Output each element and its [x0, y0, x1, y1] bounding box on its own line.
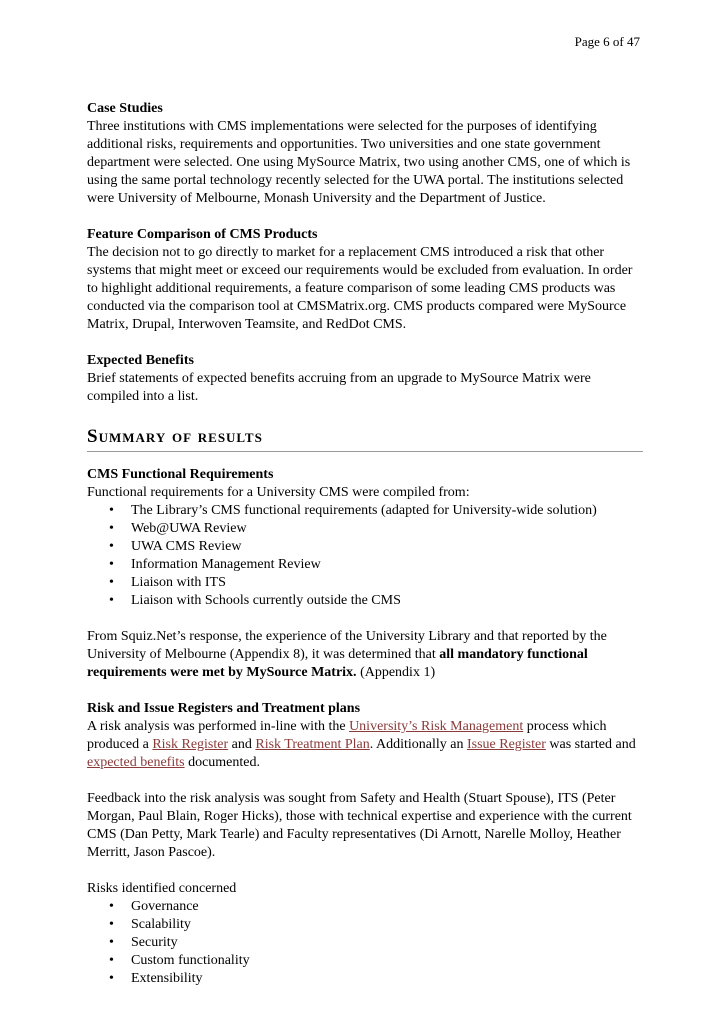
expected-benefits-section: [87, 352, 643, 406]
bullet-icon: •: [109, 953, 114, 968]
conclusion-bold-text: all mandatory functional requirements were met by MySource Matrix.: [87, 647, 588, 680]
expected-benefits-link[interactable]: expected benefits: [87, 755, 185, 770]
feature-comparison-heading: Feature Comparison of CMS Products: [87, 227, 318, 242]
expected-benefits-heading: Expected Benefits: [87, 353, 194, 368]
case-studies-text: Three institutions with CMS implementations were selected for the purposes of identifying additional risks, requirements and opportunities. Two universities and one state government department were selected. One using MySource Matrix, two using another CMS, one of which is using the same portal technology recently selected for the UWA portal. The institutions selected were University of Melbourne, Monash University and the Department of Justice.: [87, 119, 631, 206]
bullet-icon: •: [109, 593, 114, 608]
case-studies-heading: Case Studies: [87, 101, 163, 116]
list-item: • Liaison with ITS: [109, 575, 226, 590]
bullet-icon: •: [109, 899, 114, 914]
issue-register-link[interactable]: Issue Register: [466, 737, 546, 752]
summary-section-title: [87, 426, 643, 452]
functional-requirements-section: [87, 466, 643, 610]
bullet-icon: •: [109, 503, 114, 518]
list-item: • Extensibility: [109, 971, 203, 986]
risks-list: [87, 898, 643, 988]
bullet-icon: •: [109, 575, 114, 590]
risk-management-link[interactable]: University’s Risk Management: [349, 719, 524, 734]
feature-comparison-text: The decision not to go directly to market for a replacement CMS introduced a risk that other systems that might meet or exceed our requirements would be excluded from evaluation. In order to highlight additional requirements, a feature comparison of some leading CMS products was conducted via the comparison tool at CMSMatrix.org. CMS products compared were MySource Matrix, Drupal, Interwoven Teamsite, and RedDot CMS.: [87, 245, 633, 332]
bullet-icon: •: [109, 935, 114, 950]
page-number: Page 6 of 47: [574, 34, 640, 49]
risk-registers-section: [87, 700, 643, 772]
conclusion-text: From Squiz.Net’s response, the experience of the University Library and that reported by the University of Melbourne (Appendix 8), it was determined that: [87, 629, 607, 662]
risk-treatment-plan-link[interactable]: Risk Treatment Plan: [255, 737, 370, 752]
expected-benefits-text: Brief statements of expected benefits accruing from an upgrade to MySource Matrix were compiled into a list.: [87, 371, 591, 404]
risks-section: [87, 880, 643, 988]
functional-requirements-list: [87, 502, 643, 610]
list-item: • Scalability: [109, 917, 191, 932]
bullet-icon: •: [109, 971, 114, 986]
summary-title-text: Summary of results: [87, 426, 263, 447]
bullet-icon: •: [109, 917, 114, 932]
functional-requirements-intro: Functional requirements for a University CMS were compiled from:: [87, 485, 470, 500]
risk-registers-text: A risk analysis was performed in-line with the University’s Risk Management process which produced a Risk Register and Risk Treatment Plan. Additionally an Issue Register was started and expected benefits documented.: [87, 719, 636, 770]
bullet-icon: •: [109, 557, 114, 572]
risks-intro: Risks identified concerned: [87, 881, 237, 896]
page-content: [87, 100, 643, 1006]
list-item: • Liaison with Schools currently outside the CMS: [109, 593, 401, 608]
risk-register-link[interactable]: Risk Register: [152, 737, 229, 752]
list-item: • Governance: [109, 899, 199, 914]
list-item: • The Library’s CMS functional requirements (adapted for University-wide solution): [109, 503, 597, 518]
feedback-paragraph: Feedback into the risk analysis was sought from Safety and Health (Stuart Spouse), ITS (Peter Morgan, Paul Blain, Roger Hicks), those with technical expertise and experience with the current CMS (Dan Petty, Mark Tearle) and Faculty representatives (Di Arnott, Narelle Molloy, Heather Merritt, Jason Pascoe).: [87, 791, 632, 860]
list-item: • Custom functionality: [109, 953, 250, 968]
conclusion-appendix: (Appendix 1): [356, 665, 436, 680]
list-item: • Security: [109, 935, 178, 950]
bullet-icon: •: [109, 521, 114, 536]
risk-registers-heading: Risk and Issue Registers and Treatment plans: [87, 701, 361, 716]
bullet-icon: •: [109, 539, 114, 554]
functional-requirements-heading: CMS Functional Requirements: [87, 467, 274, 482]
list-item: • Web@UWA Review: [109, 521, 247, 536]
functional-requirements-conclusion: [87, 628, 643, 682]
feature-comparison-section: [87, 226, 643, 334]
list-item: • Information Management Review: [109, 557, 321, 572]
list-item: • UWA CMS Review: [109, 539, 242, 554]
case-studies-section: [87, 100, 643, 208]
